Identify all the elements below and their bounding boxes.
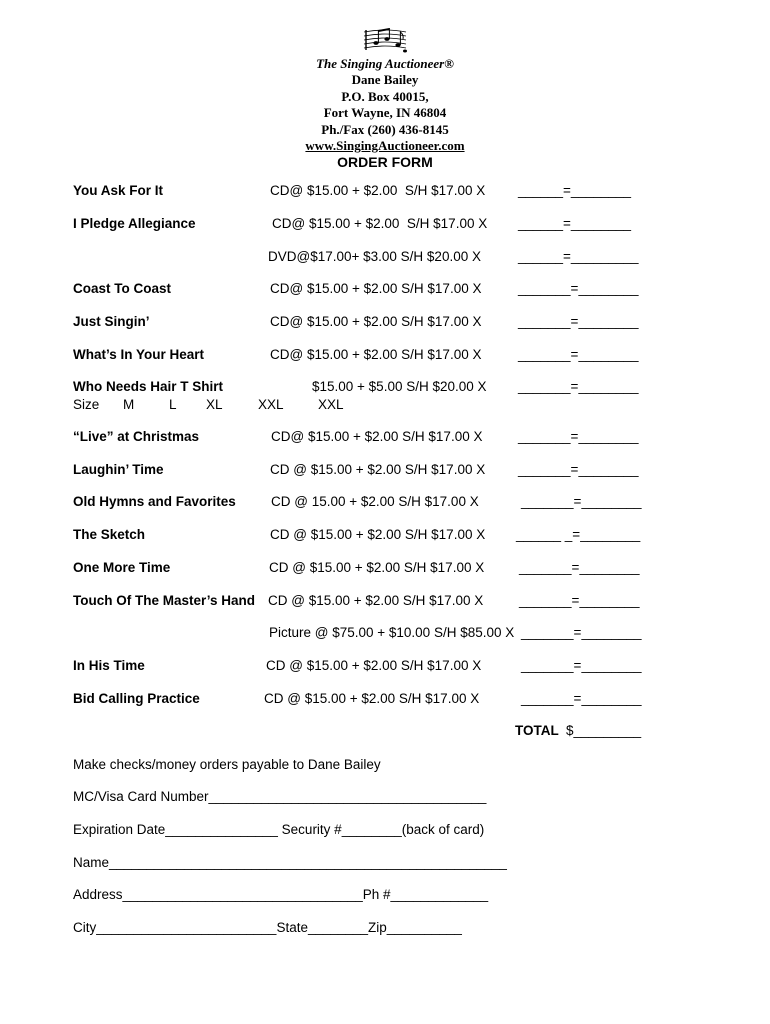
item-price: CD @ $15.00 + $2.00 S/H $17.00 X [270, 462, 486, 477]
shirt-size-option[interactable]: L [169, 397, 177, 412]
company-name: The Singing Auctioneer® [316, 56, 454, 71]
po-box: P.O. Box 40015, [341, 89, 429, 104]
item-name: In His Time [73, 658, 145, 673]
website-link[interactable]: www.SingingAuctioneer.com [305, 138, 465, 153]
item-quantity-field[interactable]: ______=_________ [518, 249, 639, 264]
name-field[interactable]: Name_____________________________________________________ [73, 855, 507, 870]
item-quantity-field[interactable]: _______=________ [518, 314, 639, 329]
city-state-zip-field[interactable]: City________________________State________Zip__________ [73, 920, 462, 935]
item-quantity-field[interactable]: _______=________ [521, 494, 642, 509]
item-price: CD @ $15.00 + $2.00 S/H $17.00 X [264, 691, 480, 706]
item-quantity-field[interactable]: ______ _=________ [516, 527, 641, 542]
payable-note: Make checks/money orders payable to Dane Bailey [73, 757, 381, 772]
item-quantity-field[interactable]: _______=________ [519, 593, 640, 608]
expiration-security-field[interactable]: Expiration Date_______________ Security #________(back of card) [73, 822, 485, 837]
item-name: Who Needs Hair T Shirt [73, 379, 224, 394]
item-quantity-field[interactable]: _______=________ [518, 462, 639, 477]
item-quantity-field[interactable]: _______=________ [519, 560, 640, 575]
item-name: Just Singin’ [73, 314, 150, 329]
item-price: CD@ $15.00 + $2.00 S/H $17.00 X [270, 314, 482, 329]
shirt-size-option[interactable]: XXL [258, 397, 284, 412]
item-price: CD @ 15.00 + $2.00 S/H $17.00 X [271, 494, 479, 509]
form-title: ORDER FORM [337, 154, 433, 170]
item-name: Laughin’ Time [73, 462, 164, 477]
contact-name: Dane Bailey [351, 72, 419, 87]
music-notes-icon [360, 26, 410, 54]
item-name: You Ask For It [73, 183, 164, 198]
item-name: Coast To Coast [73, 281, 172, 296]
item-price: CD@ $15.00 + $2.00 S/H $17.00 X [270, 347, 482, 362]
item-name: The Sketch [73, 527, 146, 542]
item-price: DVD@$17.00+ $3.00 S/H $20.00 X [268, 249, 481, 264]
item-quantity-field[interactable]: _______=________ [521, 658, 642, 673]
item-name: I Pledge Allegiance [73, 216, 196, 231]
item-price: CD@ $15.00 + $2.00 S/H $17.00 X [271, 429, 483, 444]
shirt-size-option[interactable]: XXL [318, 397, 344, 412]
item-price: CD @ $15.00 + $2.00 S/H $17.00 X [266, 658, 482, 673]
shirt-size-label: Size [73, 397, 100, 412]
item-price: $15.00 + $5.00 S/H $20.00 X [312, 379, 487, 394]
item-name: Old Hymns and Favorites [73, 494, 236, 509]
item-quantity-field[interactable]: ______=________ [518, 216, 631, 231]
item-name: Touch Of The Master’s Hand [73, 593, 256, 608]
phone-fax: Ph./Fax (260) 436-8145 [321, 122, 449, 137]
item-quantity-field[interactable]: _______=________ [518, 429, 639, 444]
item-quantity-field[interactable]: ______=________ [518, 183, 631, 198]
shirt-size-option[interactable]: M [123, 397, 135, 412]
item-quantity-field[interactable]: _______=________ [518, 347, 639, 362]
address-phone-field[interactable]: Address________________________________Ph #_____________ [73, 887, 489, 902]
item-price: CD @ $15.00 + $2.00 S/H $17.00 X [269, 560, 485, 575]
card-number-field[interactable]: MC/Visa Card Number_____________________________________ [73, 789, 487, 804]
item-quantity-field[interactable]: _______=________ [518, 379, 639, 394]
city-address: Fort Wayne, IN 46804 [323, 105, 447, 120]
item-name: One More Time [73, 560, 171, 575]
item-price: CD@ $15.00 + $2.00 S/H $17.00 X [270, 183, 486, 198]
item-quantity-field[interactable]: _______=________ [521, 625, 642, 640]
item-price: Picture @ $75.00 + $10.00 S/H $85.00 X [269, 625, 515, 640]
item-name: “Live” at Christmas [73, 429, 200, 444]
total-field[interactable]: $_________ [566, 723, 642, 738]
item-quantity-field[interactable]: _______=________ [518, 281, 639, 296]
item-price: CD @ $15.00 + $2.00 S/H $17.00 X [270, 527, 486, 542]
item-quantity-field[interactable]: _______=________ [521, 691, 642, 706]
shirt-size-option[interactable]: XL [206, 397, 223, 412]
total-label: TOTAL [515, 723, 559, 738]
item-name: Bid Calling Practice [73, 691, 200, 706]
item-price: CD@ $15.00 + $2.00 S/H $17.00 X [270, 281, 482, 296]
item-price: CD@ $15.00 + $2.00 S/H $17.00 X [272, 216, 488, 231]
item-price: CD @ $15.00 + $2.00 S/H $17.00 X [268, 593, 484, 608]
item-name: What’s In Your Heart [73, 347, 205, 362]
